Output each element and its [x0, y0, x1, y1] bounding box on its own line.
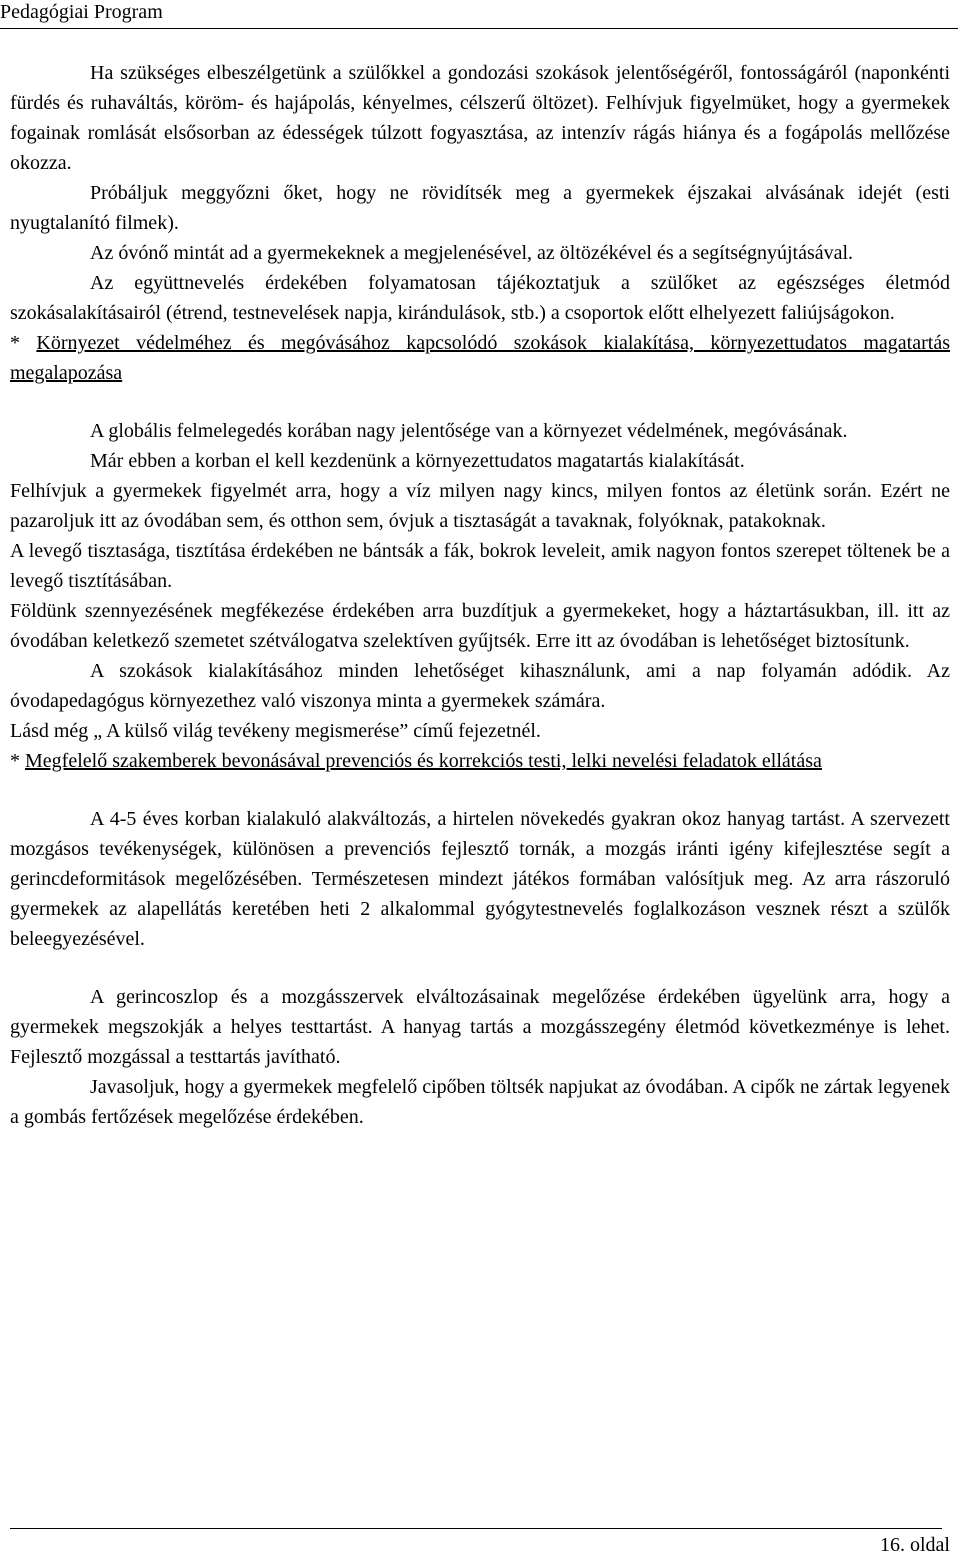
heading-text: Megfelelő szakemberek bevonásával prevenciós és korrekciós testi, lelki nevelési feladatok ellátása — [25, 750, 822, 772]
document-body — [10, 58, 950, 1132]
env-paragraph-5: Földünk szennyezésének megfékezése érdekében arra buzdítjuk a gyermekeket, hogy a háztartásukban, ill. itt az óvodában keletkező szemetet szétválogatva szelektíven gyűjtsék. Erre itt az óvodában is lehetőséget biztosítunk. — [10, 600, 950, 652]
section-heading-environment — [10, 328, 950, 388]
heading-bullet: * — [10, 332, 20, 354]
health-paragraph-3: Javasoljuk, hogy a gyermekek megfelelő cipőben töltsék napjukat az óvodában. A cipők ne zártak legyenek a gombás fertőzések megelőzése érdekében. — [10, 1076, 950, 1128]
health-paragraph-1: A 4-5 éves korban kialakuló alakváltozás, a hirtelen növekedés gyakran okoz hanyag tartást. A szervezett mozgásos tevékenységek, különösen a prevenciós fejlesztő tornák, a mozgás iránti igény kifejlesztése segít a gerincdeformitások megelőzésében. Természetesen mindezt játékos formában valósítjuk meg. Az arra rászoruló gyermekek az alapellátás keretében heti 2 alkalommal gyógytestnevelés foglalkozáson vesznek részt a szülők beleegyezésével. — [10, 808, 950, 950]
heading-text: Környezet védelméhez és megóvásához kapcsolódó szokások kialakítása, környezettudatos magatartás megalapozása — [10, 332, 950, 384]
env-paragraph-7: Lásd még „ A külső világ tevékeny megismerése” című fejezetnél. — [10, 720, 541, 742]
intro-paragraph-3: Az óvónő mintát ad a gyermekeknek a megjelenésével, az öltözékével és a segítségnyújtásával. — [90, 242, 854, 264]
intro-paragraph-1: Ha szükséges elbeszélgetünk a szülőkkel a gondozási szokások jelentőségéről, fontosságáról (naponkénti fürdés és ruhaváltás, köröm- és hajápolás, kényelmes, célszerű öltözet). Felhívjuk figyelmüket, hogy a gyermekek fogainak romlását elsősorban az édességek túlzott fogyasztása, az intenzív rágás hiánya és a fogápolás mellőzése okozza. — [10, 62, 950, 174]
section-heading-health — [10, 746, 950, 776]
env-paragraph-6: A szokások kialakításához minden lehetőséget kihasználunk, ami a nap folyamán adódik. Az óvodapedagógus környezethez való viszonya minta a gyermekek számára. — [10, 660, 950, 712]
health-paragraph-2: A gerincoszlop és a mozgásszervek elváltozásainak megelőzése érdekében ügyelünk arra, hogy a gyermekek megszokják a helyes testtartást. A hanyag tartás a mozgásszegény életmód következménye is lehet. Fejlesztő mozgással a testtartás javítható. — [10, 986, 950, 1068]
intro-paragraph-4: Az együttnevelés érdekében folyamatosan tájékoztatjuk a szülőket az egészséges életmód szokásalakításairól (étrend, testnevelések napja, kirándulások, stb.) a csoportok előtt elhelyezett faliújságokon. — [10, 272, 950, 324]
env-paragraph-3: Felhívjuk a gyermekek figyelmét arra, hogy a víz milyen nagy kincs, milyen fontos az életünk során. Ezért ne pazaroljuk itt az óvodában sem, és otthon sem, óvjuk a tisztaságát a tavaknak, folyóknak, patakoknak. — [10, 480, 950, 532]
heading-bullet: * — [10, 750, 20, 772]
env-paragraph-2: Már ebben a korban el kell kezdenünk a környezettudatos magatartás kialakítását. — [90, 450, 745, 472]
header-title: Pedagógiai Program — [0, 1, 163, 23]
page-header — [0, 0, 960, 28]
page-number: 16. oldal — [880, 1534, 950, 1556]
env-paragraph-1: A globális felmelegedés korában nagy jelentősége van a környezet védelmének, megóvásának. — [90, 420, 848, 442]
header-divider — [0, 28, 958, 29]
footer-divider — [10, 1528, 942, 1529]
env-paragraph-4: A levegő tisztasága, tisztítása érdekében ne bántsák a fák, bokrok leveleit, amik nagyon fontos szerepet töltenek be a levegő tisztításában. — [10, 540, 950, 592]
intro-paragraph-2: Próbáljuk meggyőzni őket, hogy ne rövidítsék meg a gyermekek éjszakai alvásának idejét (esti nyugtalanító filmek). — [10, 182, 950, 234]
